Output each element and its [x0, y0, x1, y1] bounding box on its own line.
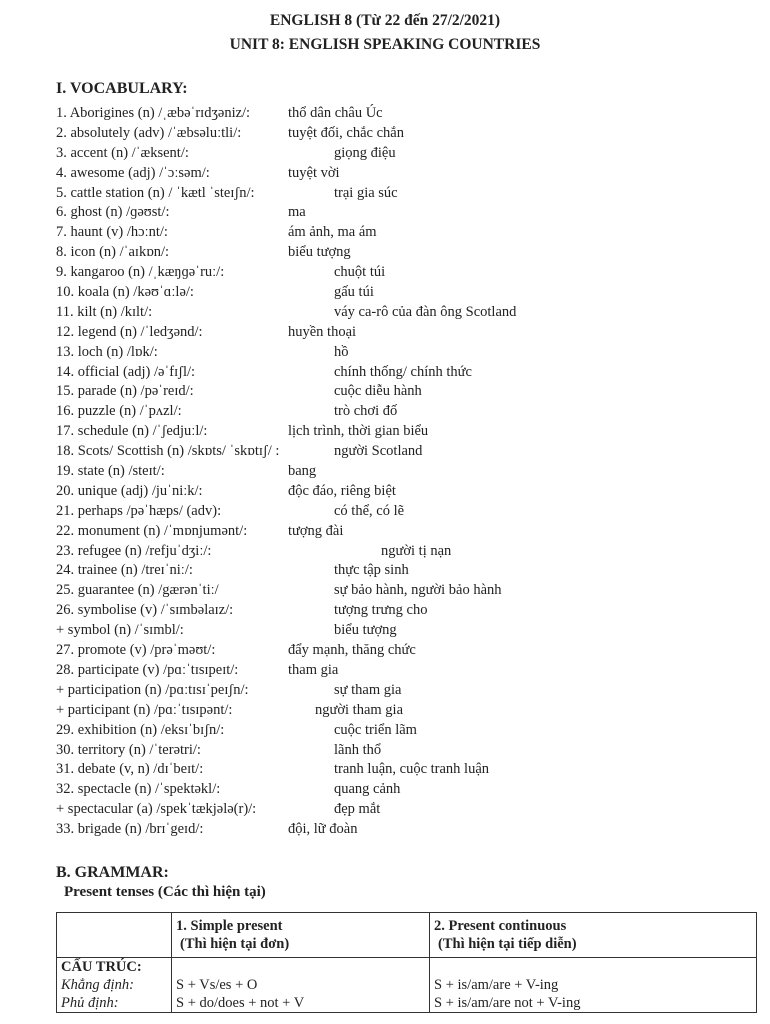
- grammar-subheading: Present tenses (Các thì hiện tại): [64, 884, 266, 900]
- vocab-word: 10. koala (n) /kəʊˈɑːlə/:: [56, 284, 194, 301]
- vocab-meaning: gấu túi: [334, 284, 374, 301]
- vocab-meaning: trại gia súc: [334, 184, 398, 201]
- vocab-item: [56, 561, 756, 581]
- vocab-meaning: váy ca-rô của đàn ông Scotland: [334, 303, 517, 320]
- vocab-meaning: ma: [288, 204, 306, 221]
- vocab-item: [56, 641, 756, 661]
- vocab-meaning: đẩy mạnh, thăng chức: [288, 642, 416, 659]
- vocab-item: [56, 104, 756, 124]
- doc-title-line1: ENGLISH 8 (Từ 22 đến 27/2/2021): [269, 12, 501, 29]
- vocab-item: [56, 462, 756, 482]
- vocab-item: [56, 382, 756, 402]
- vocab-meaning: bang: [288, 463, 317, 480]
- vocab-meaning: cuộc diễu hành: [334, 383, 422, 400]
- vocab-word: 6. ghost (n) /ɡəʊst/:: [56, 204, 170, 221]
- vocab-meaning: tượng đài: [288, 522, 344, 539]
- grammar-table-corner: [57, 913, 172, 958]
- vocab-word: 1. Aborigines (n) /ˌæbəˈrɪdʒəniz/:: [56, 105, 251, 121]
- vocab-word: 17. schedule (n) /ˈʃedjuːl/:: [56, 423, 208, 440]
- vocab-item: [56, 144, 756, 164]
- vocab-word: 13. loch (n) /lɒk/:: [56, 343, 158, 360]
- vocab-word: 27. promote (v) /prəˈməʊt/:: [56, 642, 216, 659]
- vocab-word: 26. symbolise (v) /ˈsɪmbəlaɪz/:: [56, 602, 234, 619]
- vocab-meaning: người tị nạn: [381, 542, 452, 559]
- vocab-word: 23. refugee (n) /refjuˈdʒiː/:: [56, 542, 212, 559]
- affirmative-continuous: S + is/am/are + V-ing: [434, 977, 559, 993]
- vocab-word: 22. monument (n) /ˈmɒnjumənt/:: [56, 522, 248, 539]
- vocab-item: [56, 621, 756, 641]
- present-continuous-subtitle: (Thì hiện tại tiếp diễn): [438, 936, 577, 952]
- vocab-meaning: biểu tượng: [334, 622, 397, 639]
- negative-label: Phủ định:: [61, 995, 119, 1011]
- grammar-table: [56, 912, 757, 1013]
- vocab-word: + spectacular (a) /spekˈtækjələ(r)/:: [56, 801, 257, 818]
- vocab-word: 20. unique (adj) /juˈniːk/:: [56, 482, 203, 499]
- structure-label: CẤU TRÚC:: [61, 959, 142, 975]
- vocab-meaning: hồ: [334, 343, 349, 360]
- vocabulary-list: [56, 104, 756, 840]
- vocab-meaning: sự tham gia: [334, 681, 402, 698]
- vocab-word: 21. perhaps /pəˈhæps/ (adv):: [56, 502, 222, 519]
- vocab-meaning: tranh luận, cuộc tranh luận: [334, 761, 490, 778]
- vocab-word: 18. Scots/ Scottish (n) /skɒts/ ˈskɒtɪʃ/ :: [56, 443, 280, 460]
- vocab-word: 16. puzzle (n) /ˈpʌzl/:: [56, 403, 182, 420]
- vocab-meaning: trò chơi đố: [334, 403, 398, 420]
- vocab-item: [56, 482, 756, 502]
- vocab-word: 24. trainee (n) /treɪˈniː/:: [56, 562, 193, 579]
- vocab-word: 15. parade (n) /pəˈreɪd/:: [56, 383, 194, 400]
- negative-continuous: S + is/am/are not + V-ing: [434, 995, 581, 1011]
- vocab-meaning: quang cảnh: [334, 781, 401, 798]
- vocab-meaning: tham gia: [288, 661, 339, 678]
- vocab-item: [56, 184, 756, 204]
- vocab-item: [56, 701, 756, 721]
- vocab-word: 29. exhibition (n) /eksɪˈbɪʃn/:: [56, 721, 225, 738]
- vocab-item: [56, 343, 756, 363]
- vocabulary-heading: I. VOCABULARY:: [56, 80, 188, 97]
- vocab-word: 28. participate (v) /pɑːˈtɪsɪpeɪt/:: [56, 661, 239, 678]
- simple-present-title: 1. Simple present: [176, 918, 283, 934]
- vocab-word: 3. accent (n) /ˈæksent/:: [56, 144, 189, 161]
- vocab-word: 12. legend (n) /ˈledʒənd/:: [56, 323, 203, 340]
- vocab-word: 31. debate (v, n) /dɪˈbeɪt/:: [56, 761, 204, 778]
- vocab-item: [56, 800, 756, 820]
- simple-present-subtitle: (Thì hiện tại đơn): [180, 936, 290, 952]
- vocab-meaning: người tham gia: [315, 701, 404, 718]
- vocab-word: 8. icon (n) /ˈaɪkɒn/:: [56, 244, 170, 261]
- vocab-meaning: đẹp mắt: [334, 801, 381, 818]
- vocab-item: [56, 681, 756, 701]
- vocab-word: 33. brigade (n) /brɪˈgeɪd/:: [56, 821, 204, 838]
- vocab-item: [56, 243, 756, 263]
- vocab-word: 32. spectacle (n) /ˈspektəkl/:: [56, 781, 221, 798]
- vocab-meaning: đội, lữ đoàn: [288, 821, 358, 838]
- vocab-item: [56, 780, 756, 800]
- vocab-item: [56, 522, 756, 542]
- vocab-meaning: thổ dân châu Úc: [288, 105, 383, 121]
- vocab-word: 14. official (adj) /əˈfɪʃl/:: [56, 363, 196, 380]
- vocab-meaning: giọng điệu: [334, 144, 396, 161]
- vocab-meaning: tuyệt đối, chắc chắn: [288, 124, 404, 141]
- vocab-item: [56, 581, 756, 601]
- vocab-item: [56, 124, 756, 144]
- vocab-meaning: người Scotland: [334, 443, 423, 460]
- vocab-word: 19. state (n) /steɪt/:: [56, 463, 165, 480]
- vocab-word: + participation (n) /pɑːtɪsɪˈpeɪʃn/:: [56, 681, 249, 698]
- vocab-meaning: tuyệt vời: [288, 164, 340, 181]
- vocab-meaning: thực tập sinh: [334, 562, 409, 579]
- affirmative-simple: S + Vs/es + O: [176, 977, 258, 993]
- vocab-item: [56, 721, 756, 741]
- negative-simple: S + do/does + not + V: [176, 995, 305, 1011]
- vocab-item: [56, 442, 756, 462]
- vocab-word: 4. awesome (adj) /ˈɔːsəm/:: [56, 164, 210, 181]
- affirmative-label: Khẳng định:: [61, 977, 134, 993]
- grammar-col-simple-present: [172, 913, 430, 958]
- vocab-meaning: huyền thoại: [288, 323, 357, 340]
- vocab-item: [56, 363, 756, 383]
- vocab-meaning: lãnh thổ: [334, 741, 382, 758]
- vocab-word: + participant (n) /pɑːˈtɪsɪpənt/:: [56, 701, 233, 718]
- vocab-item: [56, 203, 756, 223]
- vocab-item: [56, 502, 756, 522]
- vocab-word: 7. haunt (v) /hɔːnt/:: [56, 224, 168, 241]
- vocab-meaning: ám ảnh, ma ám: [288, 224, 377, 241]
- vocab-meaning: chính thống/ chính thức: [334, 363, 472, 380]
- vocab-word: 25. guarantee (n) /gærənˈtiː/: [56, 582, 219, 599]
- vocab-item: [56, 283, 756, 303]
- present-continuous-structure: [430, 958, 757, 1013]
- vocab-meaning: độc đáo, riêng biệt: [288, 482, 396, 499]
- vocab-item: [56, 741, 756, 761]
- vocab-item: [56, 601, 756, 621]
- present-continuous-title: 2. Present continuous: [434, 918, 567, 934]
- grammar-col-present-continuous: [430, 913, 757, 958]
- structure-labels: [57, 958, 172, 1013]
- vocab-word: 11. kilt (n) /kɪlt/:: [56, 303, 153, 320]
- vocab-meaning: tượng trưng cho: [334, 602, 428, 619]
- vocab-word: + symbol (n) /ˈsɪmbl/:: [56, 622, 184, 639]
- vocab-item: [56, 661, 756, 681]
- vocab-item: [56, 760, 756, 780]
- vocab-item: [56, 402, 756, 422]
- vocab-item: [56, 223, 756, 243]
- vocab-meaning: có thể, có lẽ: [334, 502, 405, 519]
- vocab-meaning: chuột túi: [334, 264, 386, 281]
- grammar-heading: B. GRAMMAR:: [56, 864, 169, 881]
- vocab-meaning: cuộc triển lãm: [334, 721, 417, 738]
- vocab-item: [56, 303, 756, 323]
- vocab-word: 2. absolutely (adv) /ˈæbsəluːtli/:: [56, 124, 242, 141]
- vocab-item: [56, 422, 756, 442]
- vocab-item: [56, 164, 756, 184]
- vocab-item: [56, 263, 756, 283]
- vocab-meaning: biểu tượng: [288, 244, 351, 261]
- vocab-item: [56, 820, 756, 840]
- vocab-word: 5. cattle station (n) / ˈkætl ˈsteɪʃn/:: [56, 184, 255, 201]
- vocab-word: 30. territory (n) /ˈterətri/:: [56, 741, 201, 758]
- vocab-item: [56, 323, 756, 343]
- vocab-item: [56, 542, 756, 562]
- simple-present-structure: [172, 958, 430, 1013]
- vocab-meaning: lịch trình, thời gian biểu: [288, 423, 429, 440]
- doc-title-line2: UNIT 8: ENGLISH SPEAKING COUNTRIES: [229, 36, 541, 53]
- vocab-word: 9. kangaroo (n) /ˌkæŋɡəˈruː/:: [56, 264, 225, 281]
- vocab-meaning: sự bảo hành, người bảo hành: [334, 582, 502, 599]
